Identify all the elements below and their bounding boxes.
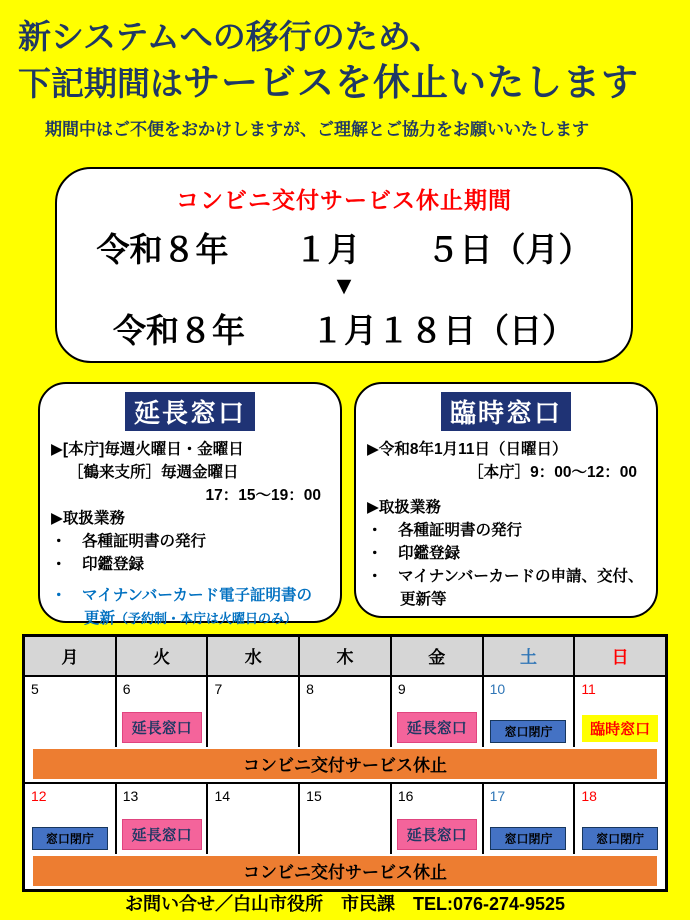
calendar-day-13: [117, 784, 209, 854]
date-number: 11: [581, 681, 596, 697]
contact-footer: お問い合せ／白山市役所 市民課 TEL:076-274-9525: [124, 894, 566, 914]
date-number: 13: [122, 788, 139, 804]
page-subtitle: 期間中はご不便をおかけしますが、ご理解とご協力をお願いいたします: [45, 120, 589, 139]
temporary-service-item-cont: 更新等: [400, 591, 447, 608]
calendar-day-7: [208, 677, 300, 747]
calendar-week-1: [25, 677, 665, 784]
extended-service-item: ・ 各種証明書の発行: [51, 533, 207, 550]
weekday-header-火: 火: [117, 637, 209, 675]
closed-badge: 窓口閉庁: [490, 827, 566, 850]
temporary-window-box: [354, 382, 658, 618]
weekday-header-日: 日: [611, 648, 629, 667]
temporary-window-title: 臨時窓口: [441, 392, 571, 431]
calendar-day-6: [117, 677, 209, 747]
weekday-header-金: 金: [392, 637, 484, 675]
suspension-period-box: [55, 167, 633, 363]
date-number: 12: [31, 788, 47, 804]
temporary-schedule-line1: ▶令和8年1月11日（日曜日）: [367, 441, 568, 458]
temporary-badge: 臨時窓口: [582, 715, 658, 742]
calendar-day-12: [25, 784, 117, 854]
temporary-service-item: ・ マイナンバーカードの申請、交付、: [367, 568, 644, 585]
calendar-table: [22, 634, 668, 892]
extended-mynumber-line2-note: （予約制・本庁は火曜日のみ）: [115, 611, 298, 626]
calendar-day-row: [25, 784, 665, 854]
date-number: 8: [306, 681, 314, 697]
page-title-line2-normal: 下記期間は: [18, 65, 183, 102]
calendar-day-17: [484, 784, 576, 854]
extended-mynumber-line2-main: 更新: [84, 610, 116, 627]
suspension-date-from: 令和８年 １月 ５日（月）: [96, 231, 592, 268]
extended-badge: 延長窓口: [122, 819, 202, 850]
date-number: 16: [397, 788, 414, 804]
calendar-week-2: [25, 784, 665, 886]
closed-badge: 窓口閉庁: [32, 827, 108, 850]
page-title-line2: [18, 60, 639, 107]
extended-mynumber-line1: ・ マイナンバーカード電子証明書の: [51, 587, 313, 604]
calendar-day-14: [208, 784, 300, 854]
date-number: 5: [31, 681, 39, 697]
closed-badge: 窓口閉庁: [582, 827, 658, 850]
date-number: 10: [489, 681, 506, 697]
extended-badge: 延長窓口: [397, 712, 477, 743]
calendar-day-5: [25, 677, 117, 747]
calendar-day-8: [300, 677, 392, 747]
calendar-day-row: [25, 677, 665, 747]
closed-badge: 窓口閉庁: [490, 720, 566, 743]
date-number: 17: [489, 788, 506, 804]
date-number: 18: [581, 788, 597, 804]
calendar-header-row: [25, 637, 665, 677]
extended-schedule-line1: ▶[本庁]毎週火曜日・金曜日: [51, 441, 244, 458]
suspension-date-to: 令和８年 １月１８日（日）: [113, 312, 575, 349]
page-title-line1-text: 新システムへの移行のため、: [18, 18, 443, 55]
convenience-suspension-banner: コンビニ交付サービス休止: [33, 856, 657, 886]
date-number: 7: [214, 681, 223, 697]
temporary-schedule-line2: ［本庁］9：00～12：00: [468, 464, 637, 481]
temporary-service-item: ・ 印鑑登録: [367, 545, 461, 562]
calendar-day-10: [484, 677, 576, 747]
date-number: 6: [122, 681, 131, 697]
calendar-day-11: [575, 677, 665, 747]
date-number: 15: [306, 788, 322, 804]
date-number: 9: [397, 681, 406, 697]
convenience-suspension-banner: コンビニ交付サービス休止: [33, 749, 657, 779]
temporary-services-header: ▶取扱業務: [367, 499, 441, 516]
extended-services-header: ▶取扱業務: [51, 510, 125, 527]
date-number: 14: [214, 788, 231, 804]
calendar-day-16: [392, 784, 484, 854]
extended-window-box: [38, 382, 342, 627]
extended-service-item: ・ 印鑑登録: [51, 556, 145, 573]
extended-badge: 延長窓口: [397, 819, 477, 850]
extended-schedule-line2: ［鶴来支所］毎週金曜日: [68, 464, 239, 481]
temporary-service-item: ・ 各種証明書の発行: [367, 522, 523, 539]
calendar-day-15: [300, 784, 392, 854]
extended-window-title: 延長窓口: [125, 392, 255, 431]
weekday-header-月: 月: [25, 637, 117, 675]
extended-mynumber-line2: [51, 607, 329, 630]
page-title: [18, 14, 639, 107]
weekday-header-土: 土: [484, 637, 576, 675]
page-title-line1: [18, 14, 639, 60]
calendar-day-9: [392, 677, 484, 747]
suspension-box-title: コンビニ交付サービス休止期間: [176, 187, 512, 213]
weekday-header-水: 水: [208, 637, 300, 675]
weekday-header-木: 木: [300, 637, 392, 675]
page-title-line2-bold: サービスを休止いたします: [183, 62, 639, 103]
extended-badge: 延長窓口: [122, 712, 202, 743]
calendar-day-18: [575, 784, 665, 854]
down-triangle-icon: ▼: [331, 272, 357, 300]
extended-time: 17：15～19：00: [205, 487, 321, 504]
